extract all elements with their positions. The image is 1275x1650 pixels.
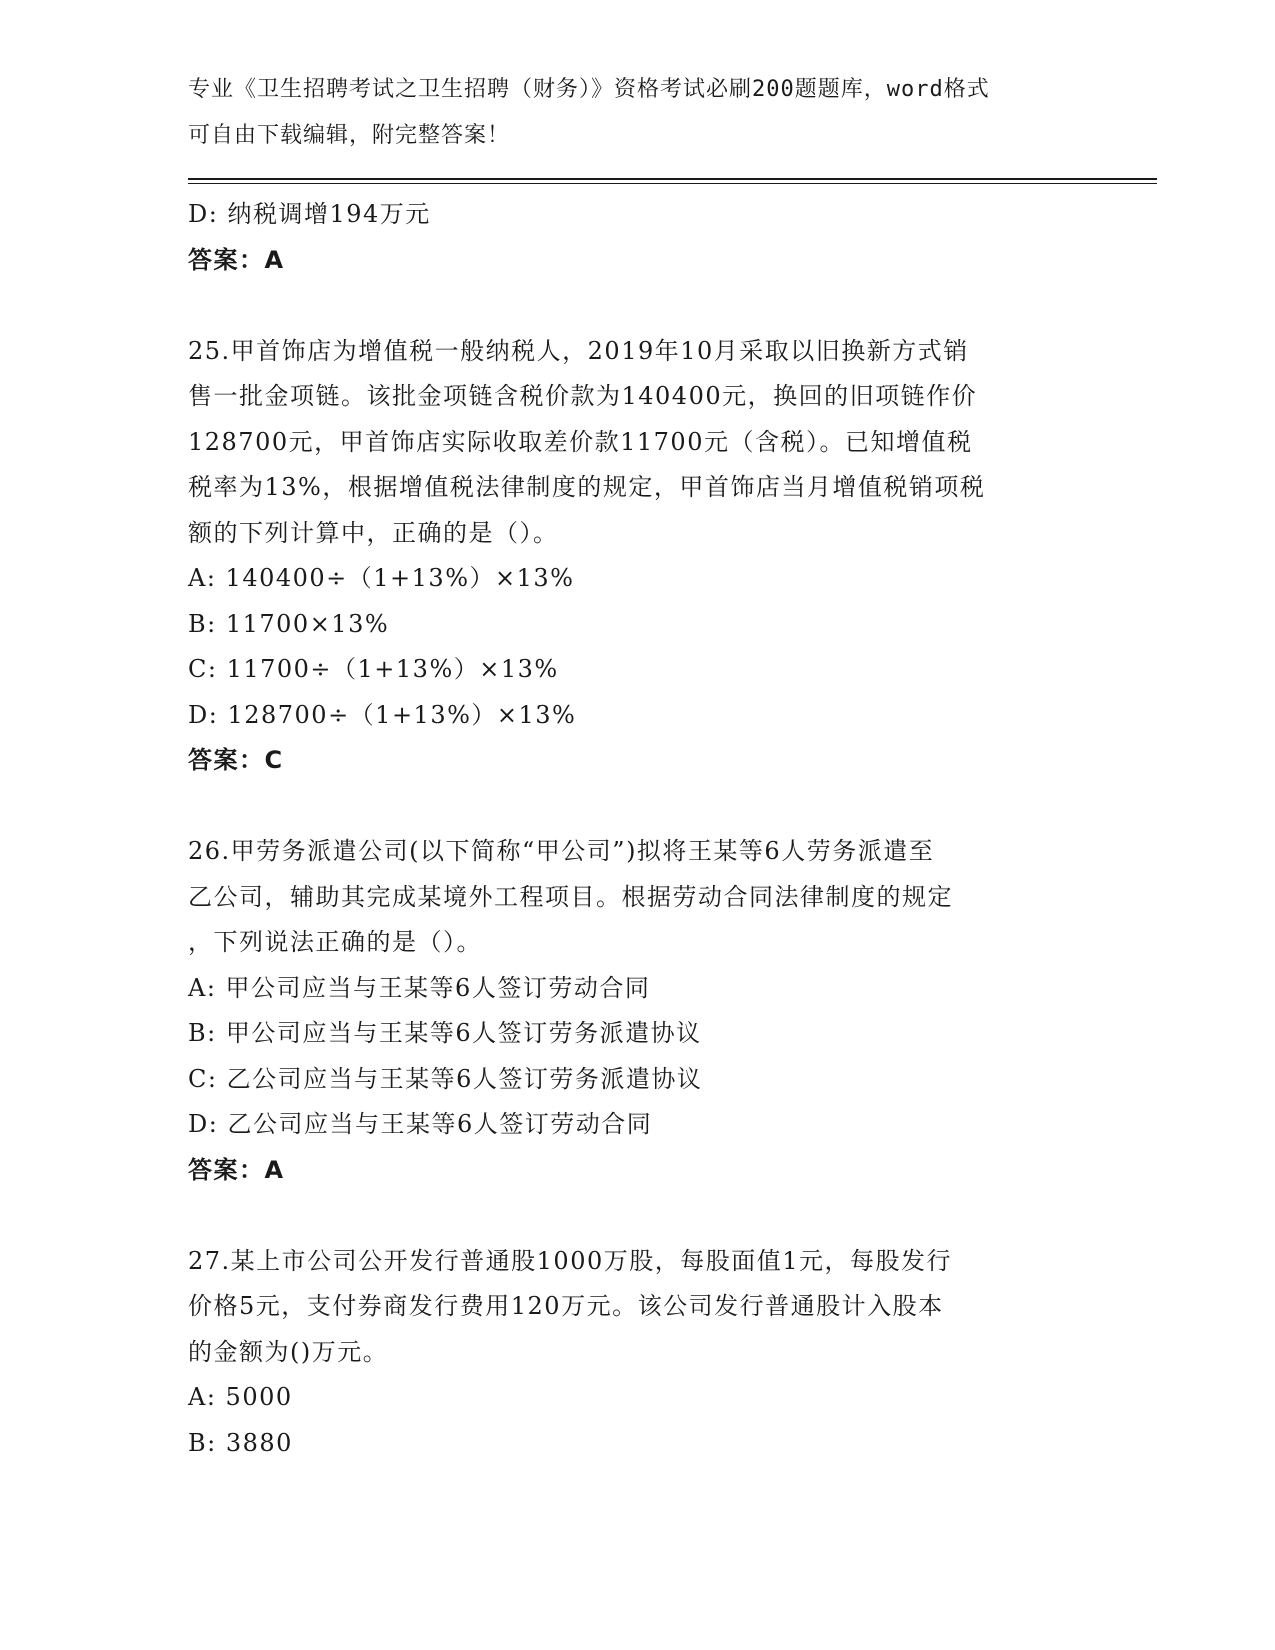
question-stem-line: 价格5元，支付券商发行费用120万元。该公司发行普通股计入股本 xyxy=(188,1292,944,1320)
question-stem-line: 26.甲劳务派遣公司(以下简称“甲公司”)拟将王某等6人劳务派遣至 xyxy=(188,837,935,865)
spacer xyxy=(188,1193,1088,1239)
question-stem-line: 128700元，甲首饰店实际收取差价款11700元（含税）。已知增值税 xyxy=(188,427,973,456)
answer-label: 答案：A xyxy=(188,245,285,274)
question-stem-line: ，下列说法正确的是（）。 xyxy=(188,928,482,956)
question-stem-line: 的金额为()万元。 xyxy=(188,1337,389,1366)
answer-label: 答案：C xyxy=(188,746,284,774)
option-d: D: 128700÷（1+13%）×13% xyxy=(188,700,577,729)
option-d: D: 乙公司应当与王某等6人签订劳动合同 xyxy=(188,1110,653,1138)
option-b: B: 3880 xyxy=(188,1428,293,1457)
question-stem-line: 额的下列计算中，正确的是（）。 xyxy=(188,518,559,547)
question-stem-line: 税率为13%，根据增值税法律制度的规定，甲首饰店当月增值税销项税 xyxy=(188,473,986,501)
question-26 xyxy=(188,829,1088,1193)
answer-label: 答案：A xyxy=(188,1155,285,1184)
question-25 xyxy=(188,329,1088,784)
option-c: C: 乙公司应当与王某等6人签订劳务派遣协议 xyxy=(188,1064,703,1093)
option-d: D: 纳税调增194万元 xyxy=(188,200,431,228)
header-rule-thick xyxy=(188,178,1157,180)
option-b: B: 甲公司应当与王某等6人签订劳务派遣协议 xyxy=(188,1019,702,1047)
option-a: A: 5000 xyxy=(188,1383,293,1411)
header-rule-thin xyxy=(188,183,1157,184)
header-line-2: 可自由下载编辑，附完整答案！ xyxy=(188,122,511,148)
question-24-tail xyxy=(188,192,1088,283)
question-stem-line: 乙公司，辅助其完成某境外工程项目。根据劳动合同法律制度的规定 xyxy=(188,882,953,911)
question-stem-line: 25.甲首饰店为增值税一般纳税人，2019年10月采取以旧换新方式销 xyxy=(188,336,969,365)
option-b: B: 11700×13% xyxy=(188,609,390,638)
question-27 xyxy=(188,1239,1088,1467)
option-c: C: 11700÷（1+13%）×13% xyxy=(188,655,559,683)
option-a: A: 140400÷（1+13%）×13% xyxy=(188,564,575,592)
question-stem-line: 售一批金项链。该批金项链含税价款为140400元，换回的旧项链作价 xyxy=(188,382,978,410)
page-header xyxy=(188,74,1088,165)
spacer xyxy=(188,784,1088,830)
document-body xyxy=(188,192,1088,1466)
spacer xyxy=(188,283,1088,329)
option-a: A: 甲公司应当与王某等6人签订劳动合同 xyxy=(188,973,651,1002)
question-stem-line: 27.某上市公司公开发行普通股1000万股，每股面值1元，每股发行 xyxy=(188,1246,953,1275)
header-line-1: 专业《卫生招聘考试之卫生招聘（财务）》资格考试必刷200题题库，word格式 xyxy=(188,77,990,102)
